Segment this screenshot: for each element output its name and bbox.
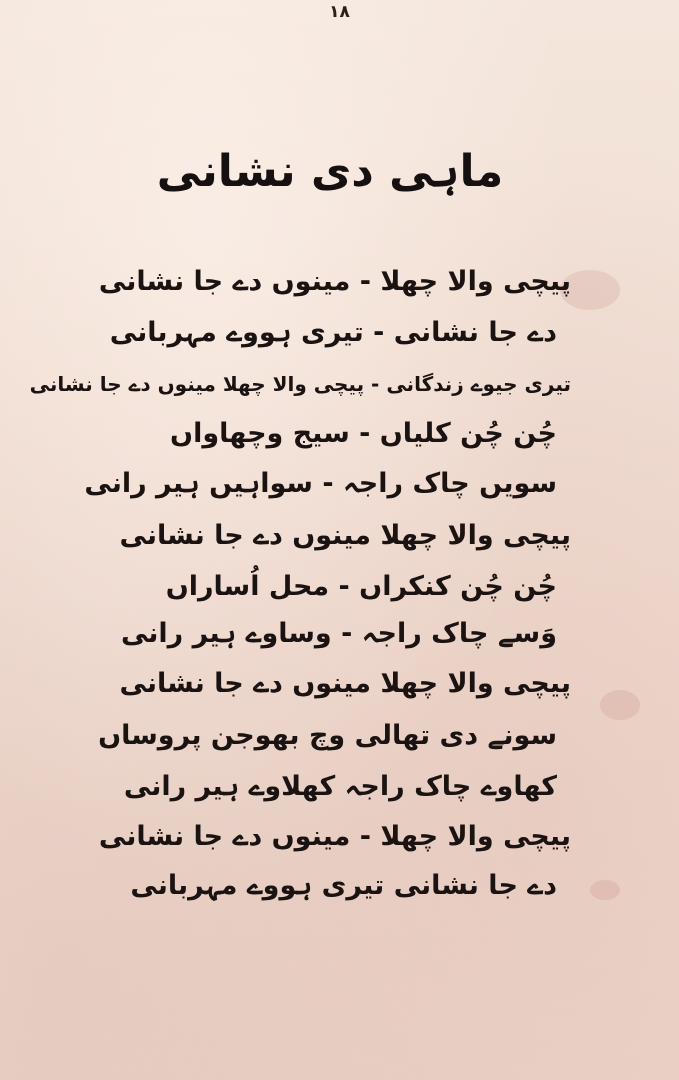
page-number: ۱۸ (329, 2, 350, 22)
poem-line: کھاوے چاک راجہ کھلاوے ہیر رانی (123, 771, 557, 802)
poem-line: سونے دی تھالی وچ بھوجن پروساں (98, 720, 557, 751)
poem-line: تیری جیوے زندگانی - پیچی والا چھلا مینوں دے جا نشانی (29, 372, 571, 396)
poem-title: ماہی دی نشانی (156, 146, 504, 197)
poem-line: چُن چُن کنکراں - محل اُساراں (165, 571, 557, 602)
poem-line: وَسے چاک راجہ - وساوے ہیر رانی (120, 618, 557, 649)
poem-line: پیچی والا چھلا - مینوں دے جا نشانی (98, 266, 571, 297)
poem-line: پیچی والا چھلا - مینوں دے جا نشانی (98, 821, 571, 852)
poem-line: چُن چُن کلیاں - سیج وچھاواں (170, 418, 557, 449)
paper-stain (600, 690, 640, 720)
paper-stain (590, 880, 620, 900)
poem-line: سویں چاک راجہ - سواہیں ہیر رانی (84, 468, 557, 499)
poem-line: دے جا نشانی - تیری ہووے مہربانی (109, 317, 557, 348)
poem-line: پیچی والا چھلا مینوں دے جا نشانی (119, 520, 571, 551)
poem-line: دے جا نشانی تیری ہووے مہربانی (130, 870, 557, 901)
poem-line: پیچی والا چھلا مینوں دے جا نشانی (119, 668, 571, 699)
